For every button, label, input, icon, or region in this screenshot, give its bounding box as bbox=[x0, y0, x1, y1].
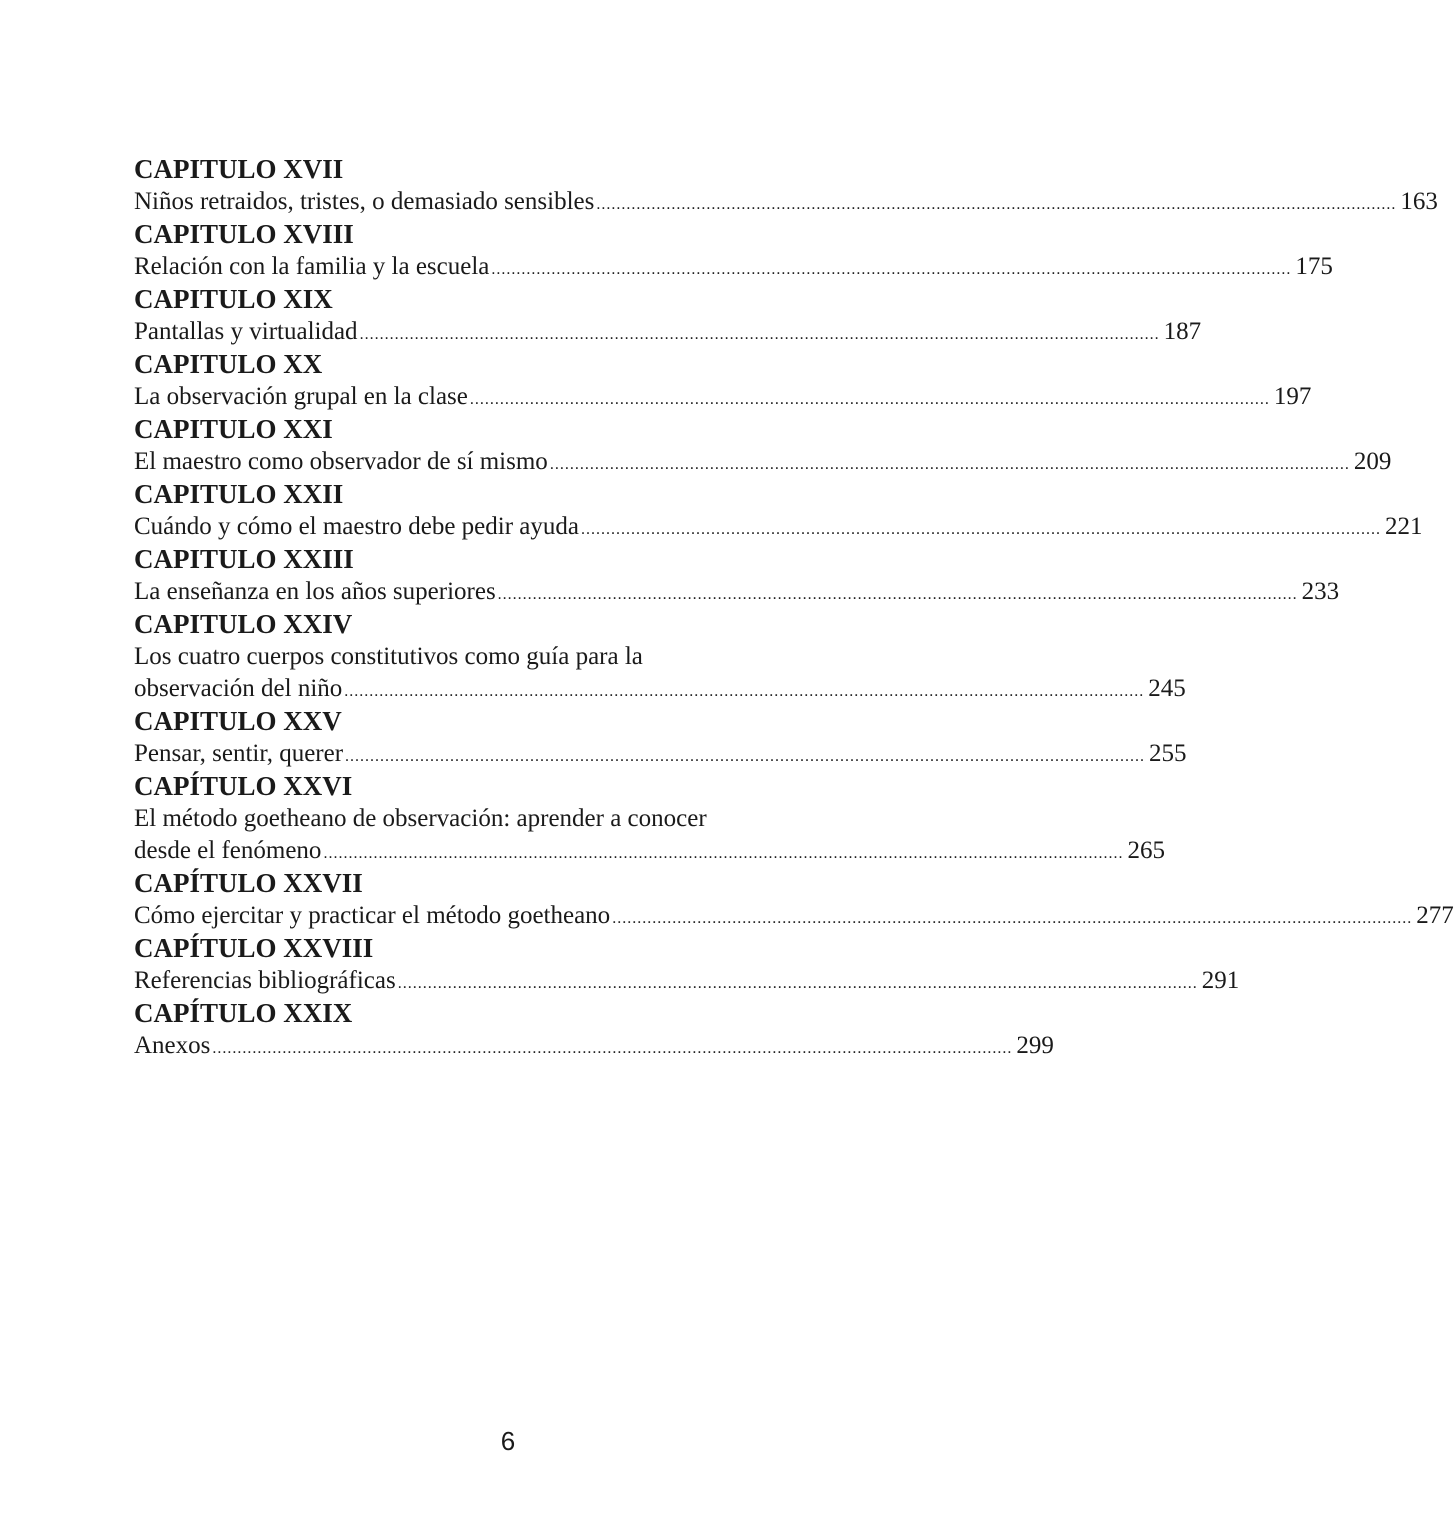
toc-entry bbox=[134, 283, 1202, 348]
toc-line bbox=[134, 446, 1392, 478]
chapter-title: Pensar, sentir, querer bbox=[134, 740, 344, 767]
dot-leader: ................................................................................................................................................................ bbox=[549, 456, 1350, 473]
chapter-page: 187 bbox=[1163, 318, 1202, 345]
table-of-contents bbox=[134, 153, 1454, 1062]
chapter-page: 265 bbox=[1127, 837, 1165, 864]
toc-line bbox=[134, 381, 1312, 413]
toc-entry bbox=[134, 153, 1438, 218]
toc-line bbox=[134, 738, 1187, 770]
chapter-heading: CAPITULO XXV bbox=[134, 706, 342, 736]
chapter-title: El maestro como observador de sí mismo bbox=[134, 448, 548, 475]
toc-line bbox=[134, 900, 1454, 932]
chapter-title-line1: El método goetheano de observación: aprender a conocer bbox=[134, 805, 707, 832]
toc-entry bbox=[134, 770, 1165, 867]
dot-leader: ................................................................................................................................................................ bbox=[581, 521, 1381, 538]
dot-leader: ................................................................................................................................................................ bbox=[345, 748, 1146, 765]
toc-entry bbox=[134, 608, 1186, 705]
chapter-title-line1: Los cuatro cuerpos constitutivos como guía para la bbox=[134, 643, 643, 670]
chapter-heading: CAPITULO XIX bbox=[134, 284, 333, 314]
chapter-page: 175 bbox=[1295, 253, 1333, 280]
toc-entry bbox=[134, 705, 1187, 770]
toc-entry bbox=[134, 413, 1392, 478]
chapter-page: 221 bbox=[1385, 513, 1423, 540]
toc-line bbox=[134, 511, 1423, 543]
toc-entry bbox=[134, 348, 1312, 413]
chapter-page: 291 bbox=[1201, 967, 1240, 994]
dot-leader: ................................................................................................................................................................ bbox=[596, 196, 1397, 213]
chapter-title: Anexos bbox=[134, 1032, 211, 1059]
chapter-title: Referencias bibliográficas bbox=[134, 967, 396, 994]
toc-entry bbox=[134, 867, 1454, 932]
toc-entry bbox=[134, 478, 1423, 543]
chapter-heading: CAPÍTULO XXVI bbox=[134, 771, 353, 801]
dot-leader: ................................................................................................................................................................ bbox=[469, 391, 1270, 408]
chapter-title: Pantallas y virtualidad bbox=[134, 318, 358, 345]
chapter-page: 163 bbox=[1400, 188, 1438, 215]
dot-leader: ................................................................................................................................................................ bbox=[359, 326, 1160, 343]
dot-leader: ................................................................................................................................................................ bbox=[397, 975, 1198, 992]
toc-entry bbox=[134, 218, 1333, 283]
chapter-heading: CAPITULO XXIV bbox=[134, 609, 353, 639]
chapter-title: desde el fenómeno bbox=[134, 837, 322, 864]
page-number: 6 bbox=[500, 1426, 516, 1456]
chapter-heading: CAPITULO XXI bbox=[134, 414, 333, 444]
dot-leader: ................................................................................................................................................................ bbox=[497, 586, 1298, 603]
chapter-title: La observación grupal en la clase bbox=[134, 383, 468, 410]
chapter-page: 245 bbox=[1148, 675, 1186, 702]
chapter-heading: CAPITULO XX bbox=[134, 349, 323, 379]
chapter-page: 299 bbox=[1016, 1032, 1054, 1059]
toc-line bbox=[134, 576, 1340, 608]
chapter-title: Relación con la familia y la escuela bbox=[134, 253, 490, 280]
chapter-page: 277 bbox=[1416, 902, 1454, 929]
dot-leader: ................................................................................................................................................................ bbox=[344, 683, 1145, 700]
toc-entry bbox=[134, 932, 1240, 997]
chapter-page: 233 bbox=[1301, 578, 1340, 605]
toc-line bbox=[134, 835, 1165, 867]
chapter-title: La enseñanza en los años superiores bbox=[134, 578, 496, 605]
chapter-page: 255 bbox=[1149, 740, 1187, 767]
dot-leader: ................................................................................................................................................................ bbox=[323, 845, 1124, 862]
toc-line bbox=[134, 673, 1186, 705]
chapter-title: observación del niño bbox=[134, 675, 343, 702]
chapter-heading: CAPITULO XVII bbox=[134, 154, 344, 184]
chapter-page: 209 bbox=[1353, 448, 1392, 475]
dot-leader: ................................................................................................................................................................ bbox=[212, 1040, 1013, 1057]
chapter-title: Cómo ejercitar y practicar el método goetheano bbox=[134, 902, 611, 929]
chapter-heading: CAPITULO XXIII bbox=[134, 544, 354, 574]
chapter-title: Cuándo y cómo el maestro debe pedir ayuda bbox=[134, 513, 579, 540]
toc-line bbox=[134, 251, 1333, 283]
toc-line bbox=[134, 316, 1202, 348]
chapter-heading: CAPÍTULO XXIX bbox=[134, 998, 353, 1028]
toc-entry bbox=[134, 543, 1340, 608]
dot-leader: ................................................................................................................................................................ bbox=[612, 910, 1413, 927]
chapter-page: 197 bbox=[1273, 383, 1312, 410]
chapter-heading: CAPÍTULO XXVII bbox=[134, 868, 363, 898]
toc-line bbox=[134, 1030, 1054, 1062]
chapter-title: Niños retraidos, tristes, o demasiado sensibles bbox=[134, 188, 595, 215]
chapter-heading: CAPITULO XVIII bbox=[134, 219, 354, 249]
chapter-heading: CAPITULO XXII bbox=[134, 479, 344, 509]
toc-line bbox=[134, 965, 1240, 997]
toc-entry bbox=[134, 997, 1054, 1062]
dot-leader: ................................................................................................................................................................ bbox=[491, 261, 1292, 278]
toc-line bbox=[134, 186, 1438, 218]
chapter-heading: CAPÍTULO XXVIII bbox=[134, 933, 374, 963]
